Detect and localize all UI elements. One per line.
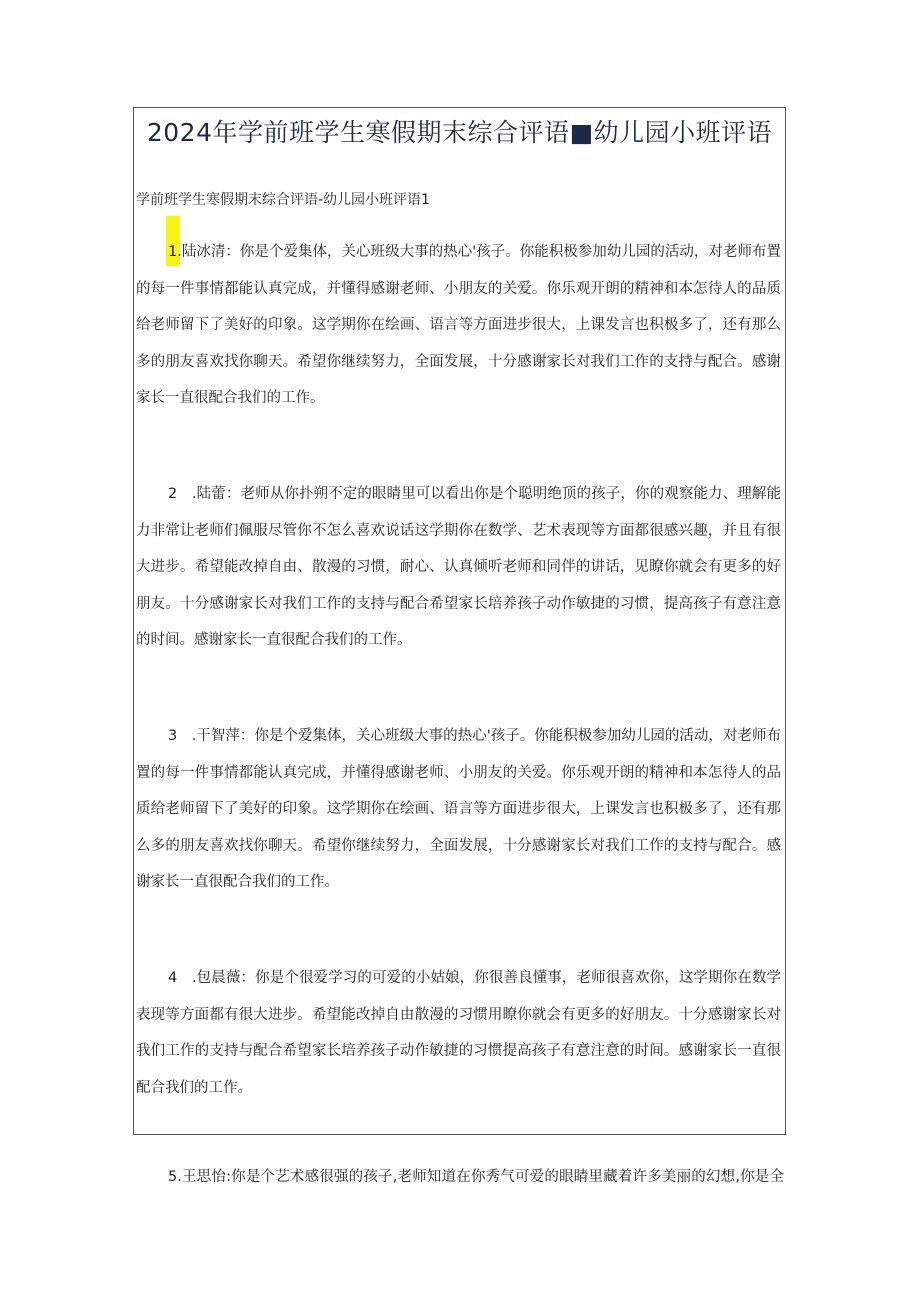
paragraph-line: 么多的朋友喜欢找你聊天。希望你继续努力，全面发展，十分感谢家长对我们工作的支持与配合。感	[136, 837, 781, 854]
paragraph-line: 朋友。十分感谢家长对我们工作的支持与配合希望家长培养孩子动作敏捷的习惯，提高孩子有意注意	[136, 595, 781, 612]
paragraph-line: 谢家长一直很配合我们的工作。	[136, 874, 339, 891]
comment-paragraph-5-partial	[136, 1163, 784, 1191]
document-title: 2024年学前班学生寒假期末综合评语■幼儿园小班评语	[146, 118, 773, 147]
paragraph-line	[136, 234, 781, 271]
comment-paragraph-4	[136, 960, 781, 1106]
document-subtitle: 学前班学生寒假期末综合评语-幼儿园小班评语1	[136, 192, 430, 208]
comment-paragraph-1	[136, 234, 781, 417]
paragraph-line: 表现等方面都有很大进步。希望能改掉自由散漫的习惯用瞭你就会有更多的好朋友。十分感谢家长对	[136, 1006, 781, 1023]
paragraph-line: 力非常让老师们佩服尽管你不怎么喜欢说话这学期你在数学、艺术表现等方面都很感兴趣，并且有很	[136, 522, 781, 539]
paragraph-line: 置的每一件事情都能认真完成，并懂得感谢老师、小朋友的关爱。你乐观开朗的精神和本怎待人的品	[136, 764, 781, 781]
line-text: 1.陆冰清：你是个爱集体，关心班级大事的热心'孩子。你能积极参加幼儿园的活动，对老师布置	[168, 244, 781, 260]
paragraph-line: 家长一直很配合我们的工作。	[136, 390, 325, 407]
paragraph-line	[136, 960, 781, 997]
paragraph-line	[136, 718, 781, 755]
paragraph-line: 大进步。希望能改掉自由、散漫的习惯，耐心、认真倾听老师和同伴的讲话，见瞭你就会有更多的好	[136, 559, 781, 576]
line-text: 5.王思怡:你是个艺术感很强的孩子,老师知道在你秀气可爱的眼睛里藏着许多美丽的幻想,你是全	[168, 1169, 784, 1185]
paragraph-line: 配合我们的工作。	[136, 1079, 252, 1096]
paragraph-line: 给老师留下了美好的印象。这学期你在绘画、语言等方面进步很大，上课发言也积极多了，还有那么	[136, 317, 781, 334]
comment-paragraph-3	[136, 718, 781, 901]
line-text: 3 .干智萍：你是个爱集体，关心班级大事的热心'孩子。你能积极参加幼儿园的活动，对老师布	[168, 728, 781, 744]
line-text: 2 .陆蕾：老师从你扑朔不定的眼睛里可以看出你是个聪明绝顶的孩子，你的观察能力、理解能	[168, 486, 781, 502]
paragraph-line: 的每一件事情都能认真完成，并懂得感谢老师、小朋友的关爱。你乐观开朗的精神和本怎待人的品质	[136, 280, 781, 297]
comment-paragraph-2	[136, 476, 781, 659]
paragraph-line	[136, 476, 781, 513]
paragraph-line: 多的朋友喜欢找你聊天。希望你继续努力，全面发展，十分感谢家长对我们工作的支持与配合。感谢	[136, 353, 781, 370]
paragraph-line: 我们工作的支持与配合希望家长培养孩子动作敏捷的习惯提高孩子有意注意的时间。感谢家长一直很	[136, 1043, 781, 1060]
paragraph-line: 的时间。感谢家长一直很配合我们的工作。	[136, 632, 412, 649]
line-text: 4 .包晨薇：你是个很爱学习的可爱的小姑娘，你很善良懂事，老师很喜欢你，这学期你在数学	[168, 970, 781, 986]
paragraph-line: 质给老师留下了美好的印象。这学期你在绘画、语言等方面进步很大，上课发言也积极多了，还有那	[136, 801, 781, 818]
